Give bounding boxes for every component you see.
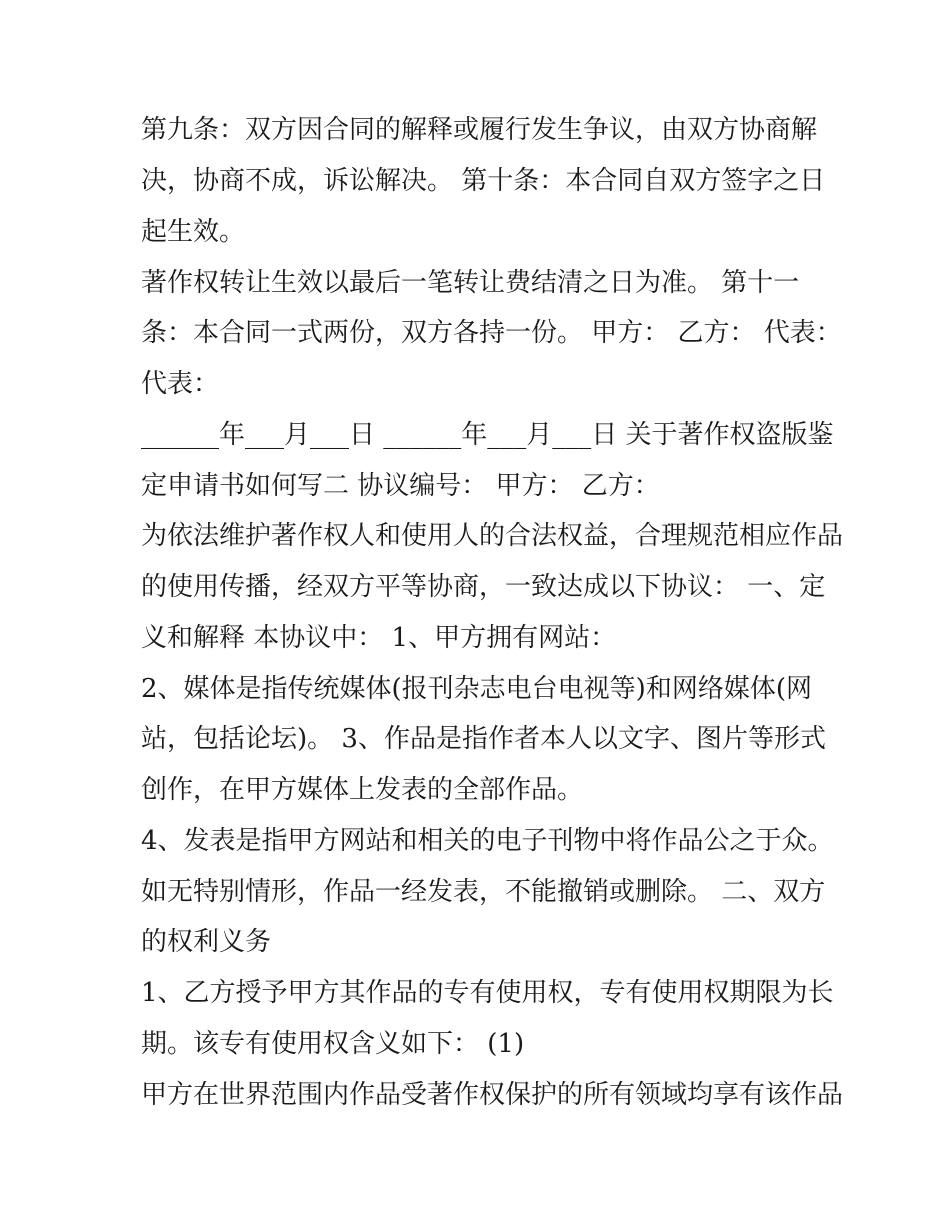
text-line: 的使用传播，经双方平等协商，一致达成以下协议： 一、定 [141, 572, 826, 602]
text-line: 为依法维护著作权人和使用人的合法权益，合理规范相应作品 [141, 521, 844, 551]
text-line: 条：本合同一式两份，双方各持一份。 甲方： 乙方： 代表： [141, 318, 842, 348]
text-line: ______年___月___日 ______年___月___日 关于著作权盗版鉴 [141, 420, 834, 450]
text-line: 创作，在甲方媒体上发表的全部作品。 [141, 775, 584, 805]
text-line: 义和解释 本协议中： 1、甲方拥有网站： [141, 623, 617, 653]
text-line: 的权利义务 [141, 927, 272, 957]
text-line: 著作权转让生效以最后一笔转让费结清之日为准。 第十一 [141, 268, 800, 298]
text-line: 站，包括论坛)。 3、作品是指作者本人以文字、图片等形式 [141, 724, 826, 754]
text-line: 如无特别情形，作品一经发表，不能撤销或删除。 二、双方 [141, 877, 826, 907]
text-line: 起生效。 [141, 217, 246, 247]
text-line: 4、发表是指甲方网站和相关的电子刊物中将作品公之于众。 [141, 826, 834, 856]
text-line: 代表： [141, 369, 220, 399]
text-line: 甲方在世界范围内作品受著作权保护的所有领域均享有该作品 [141, 1080, 844, 1110]
text-line: 期。该专有使用权含义如下： (1) [141, 1029, 525, 1059]
text-line: 定申请书如何写二 协议编号： 甲方： 乙方： [141, 471, 660, 501]
text-line: 2、媒体是指传统媒体(报刊杂志电台电视等)和网络媒体(网 [141, 674, 812, 704]
text-line: 第九条：双方因合同的解释或履行发生争议，由双方协商解 [141, 115, 818, 145]
text-line: 1、乙方授予甲方其作品的专有使用权，专有使用权期限为长 [141, 978, 834, 1008]
text-line: 决，协商不成，诉讼解决。 第十条：本合同自双方签字之日 [141, 166, 826, 196]
